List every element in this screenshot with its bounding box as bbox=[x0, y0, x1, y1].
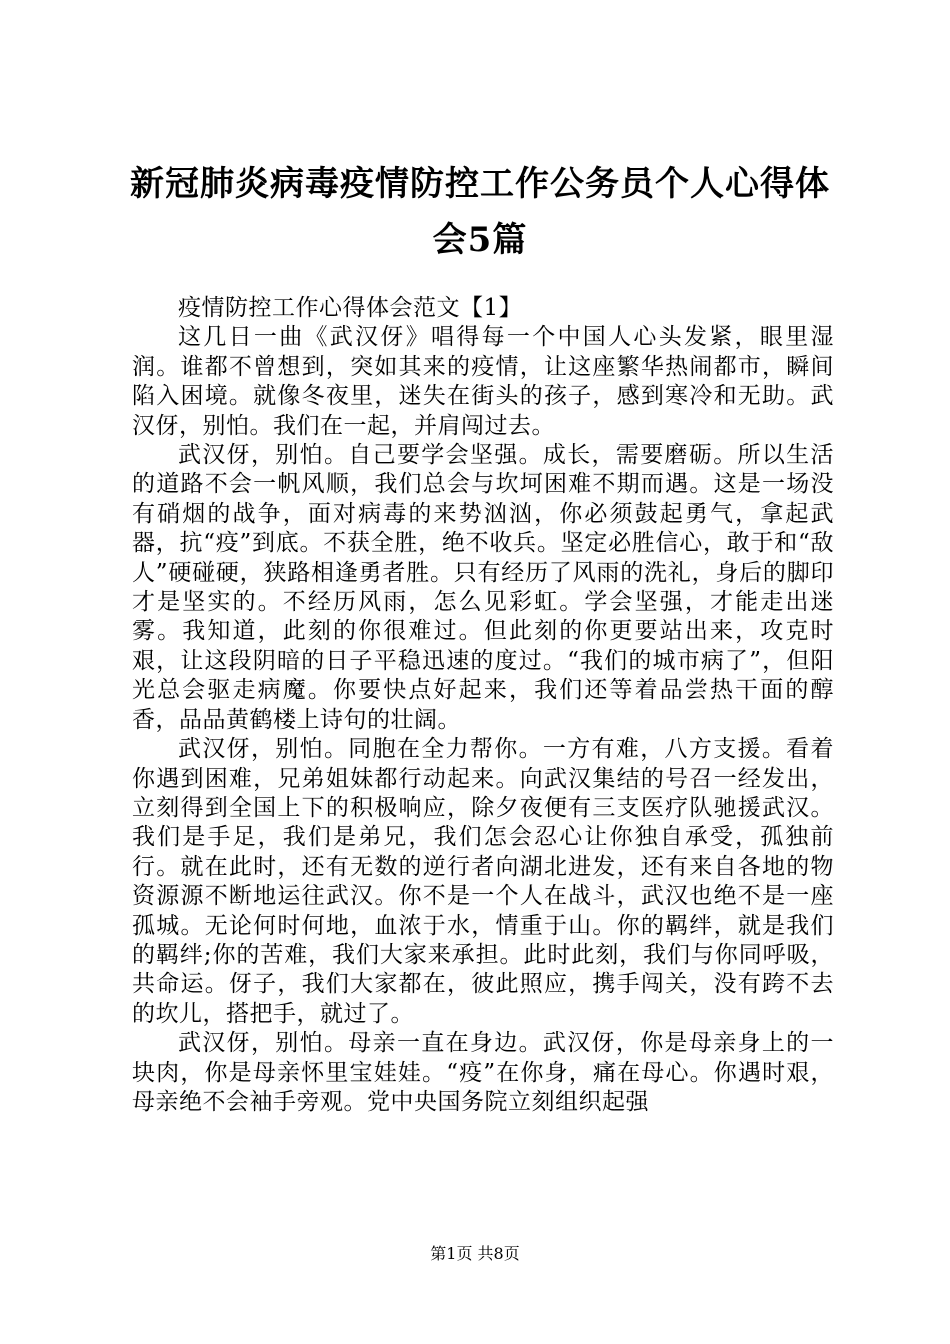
document-body bbox=[132, 294, 834, 1117]
paragraph: 武汉伢，别怕。同胞在全力帮你。一方有难，八方支援。看着你遇到困难，兄弟姐妹都行动起来。向武汉集结的号召一经发出，立刻得到全国上下的积极响应，除夕夜便有三支医疗队驰援武汉。我们是手足，我们是弟兄，我们怎会忍心让你独自承受，孤独前行。就在此时，还有无数的逆行者向湖北进发，还有来自各地的物资源源不断地运往武汉。你不是一个人在战斗，武汉也绝不是一座孤城。无论何时何地，血浓于水，情重于山。你的羁绊，就是我们的羁绊;你的苦难，我们大家来承担。此时此刻，我们与你同呼吸，共命运。伢子，我们大家都在，彼此照应，携手闯关，没有跨不去的坎儿，搭把手，就过了。 bbox=[132, 736, 834, 1027]
paragraph: 武汉伢，别怕。自己要学会坚强。成长，需要磨砺。所以生活的道路不会一帆风顺，我们总会与坎坷困难不期而遇。这是一场没有硝烟的战争，面对病毒的来势汹汹，你必须鼓起勇气，拿起武器，抗“疫”到底。不获全胜，绝不收兵。坚定必胜信心，敢于和“敌人”硬碰硬，狭路相逢勇者胜。只有经历了风雨的洗礼，身后的脚印才是坚实的。不经历风雨，怎么见彩虹。学会坚强，才能走出迷雾。我知道，此刻的你很难过。但此刻的你更要站出来，攻克时艰，让这段阴暗的日子平稳迅速的度过。“我们的城市病了”，但阳光总会驱走病魔。你要快点好起来，我们还等着品尝热干面的醇香，品品黄鹤楼上诗句的壮阔。 bbox=[132, 442, 834, 733]
section-heading: 疫情防控工作心得体会范文【1】 bbox=[178, 295, 523, 321]
document-title: 新冠肺炎病毒疫情防控工作公务员个人心得体会5篇 bbox=[130, 164, 830, 260]
page-number-footer: 第1页 共8页 bbox=[430, 1244, 520, 1263]
paragraph: 这几日一曲《武汉伢》唱得每一个中国人心头发紧，眼里湿润。谁都不曾想到，突如其来的疫情，让这座繁华热闹都市，瞬间陷入困境。就像冬夜里，迷失在街头的孩子，感到寒冷和无助。武汉伢，别怕。我们在一起，并肩闯过去。 bbox=[132, 324, 834, 439]
paragraph: 武汉伢，别怕。母亲一直在身边。武汉伢，你是母亲身上的一块肉，你是母亲怀里宝娃娃。“疫”在你身，痛在母心。你遇时艰，母亲绝不会袖手旁观。党中央国务院立刻组织起强 bbox=[132, 1030, 834, 1115]
